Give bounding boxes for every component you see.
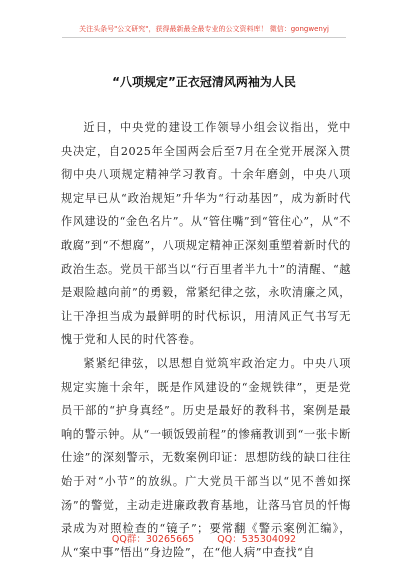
footer-qq: QQ：535304092	[217, 534, 297, 545]
header-notice: 关注头条号"公文研究"，获得最新最全最专业的公文资料库！ 微信：gongwenyj	[79, 25, 329, 33]
paragraph-2: 紧紧纪律弦，以思想自觉筑牢政治定力。中央八项规定实施十余年，既是作风建设的“金规铁律”，更是党员干部的“护身真经”。历史是最好的教科书，案例是最响的警示钟。从“一顿饭毁前程”的惨痛教训到“一张卡断仕途”的深刻警示，无数案例印证：思想防线的缺口往往始于对“小节”的放纵。广大党员干部当以“见不善如探汤”的警觉，主动走进廉政教育基地，让落马官员的忏悔录成为对照检查的“镜子”；要常翻《警示案例汇编》，从“案中事”悟出“身边险”，在“他人病”中查找“自	[61, 356, 351, 559]
footer-qq-group: QQ群：30265665	[111, 534, 195, 545]
header-divider	[62, 37, 346, 38]
document-title: “八项规定”正衣冠清风两袖为人民	[112, 75, 296, 89]
paragraph-1: 近日，中央党的建设工作领导小组会议指出，党中央决定，自2025年全国两会后至7月在全党开展深入贯彻中央八项规定精神学习教育。十余年磨剑，中央八项规定早已从“政治规矩”升华为“行动基因”，成为新时代作风建设的“金色名片”。从“管住嘴”到“管住心”，从“不敢腐”到“不想腐”，八项规定精神正深刻重塑着新时代的政治生态。党员干部当以“行百里者半九十”的清醒、“越是艰险越向前”的勇毅，常紧纪律之弦，永吹清廉之风，让干净担当成为最鲜明的时代标识，用清风正气书写无愧于党和人民的时代答卷。	[61, 121, 351, 347]
footer-contact	[0, 531, 408, 545]
document-body	[61, 116, 351, 564]
